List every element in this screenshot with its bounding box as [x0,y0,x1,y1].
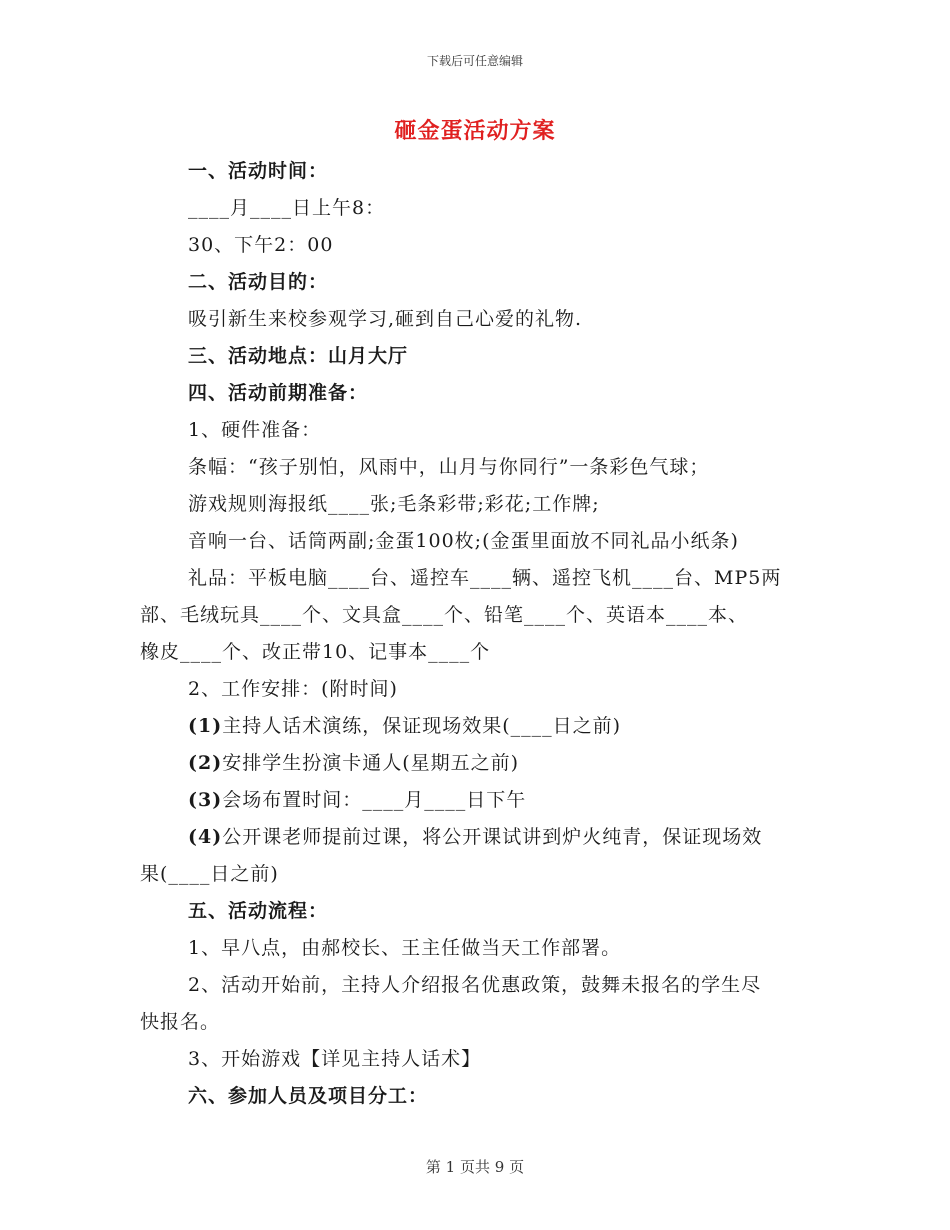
section-heading: 四、活动前期准备： [188,382,369,404]
paragraph-line: 游戏规则海报纸____张;毛条彩带;彩花;工作牌; [188,493,600,515]
paragraph-line: 30、下午2：00 [188,234,334,256]
paragraph-line: 吸引新生来校参观学习,砸到自己心爱的礼物. [188,308,583,330]
section-heading: 三、活动地点：山月大厅 [188,345,409,367]
list-item [140,782,810,819]
paragraph-line: 果(____日之前) [140,863,279,885]
list-item-text: 公开课老师提前过课，将公开课试讲到炉火纯青，保证现场效 [222,826,763,848]
paragraph-line: 1、硬件准备： [188,419,322,441]
section-heading: 二、活动目的： [188,271,329,293]
paragraph-line: 礼品：平板电脑____台、遥控车____辆、遥控飞机____台、MP5两 [188,567,782,589]
list-item [140,745,810,782]
page-header: 下载后可任意编辑 [426,54,523,68]
list-marker: (2) [188,752,223,774]
section-heading: 一、活动时间： [188,160,329,182]
paragraph-line: ____月____日上午8： [188,197,386,219]
paragraph-line: 条幅：“孩子别怕，风雨中，山月与你同行”一条彩色气球； [188,456,710,478]
paragraph-line: 3、开始游戏【详见主持人话术】 [188,1048,482,1070]
paragraph-line: 2、活动开始前，主持人介绍报名优惠政策，鼓舞未报名的学生尽 [188,974,762,996]
list-marker: (1) [188,715,223,737]
document-title: 砸金蛋活动方案 [394,118,556,144]
section-heading: 六、参加人员及项目分工： [188,1085,429,1107]
paragraph-line: 快报名。 [140,1011,221,1033]
document-body [140,153,810,1115]
section-heading: 五、活动流程： [188,900,329,922]
paragraph-line: 2、工作安排：(附时间) [188,678,398,700]
list-item [140,819,810,856]
list-item [140,708,810,745]
list-marker: (3) [188,789,223,811]
paragraph-line: 音响一台、话筒两副;金蛋100枚;(金蛋里面放不同礼品小纸条) [188,530,739,552]
paragraph-line: 1、早八点，由郝校长、王主任做当天工作部署。 [188,937,622,959]
list-marker: (4) [188,826,223,848]
list-item-text: 会场布置时间：____月____日下午 [222,789,527,811]
page-footer: 第 1 页共 9 页 [425,1158,525,1176]
paragraph-line: 部、毛绒玩具____个、文具盒____个、铅笔____个、英语本____本、 [140,604,749,626]
paragraph-line: 橡皮____个、改正带10、记事本____个 [140,641,491,663]
list-item-text: 安排学生扮演卡通人(星期五之前) [222,752,520,774]
list-item-text: 主持人话术演练，保证现场效果(____日之前) [222,715,622,737]
